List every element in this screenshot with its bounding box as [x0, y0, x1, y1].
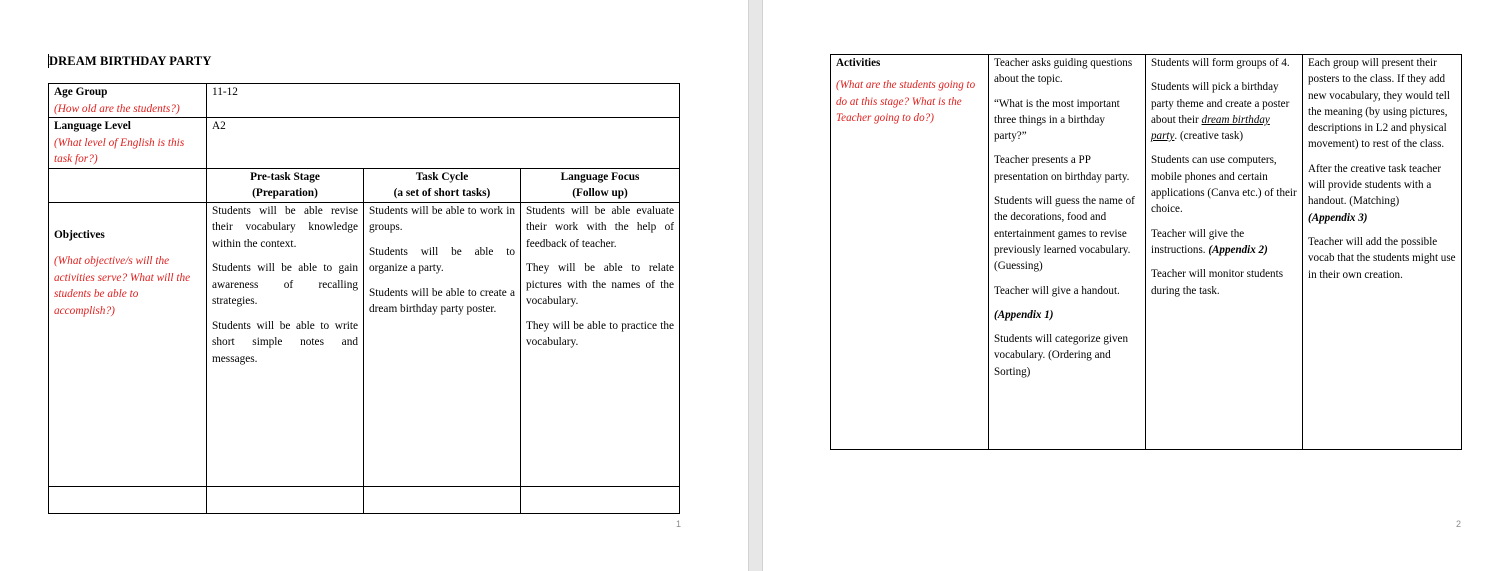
page-gap: [748, 0, 763, 571]
activities-pre-task: Teacher asks guiding questions about the topic. “What is the most important three things in a birthday party?” Teacher presents a PP presentation on birthday party. Students will guess the name of the decorations, food and entertainment games to revise previously learned vocabulary. (Guessing) Teacher will give a handout. (Appendix 1) Students will categorize given vocabulary. (Ordering and Sorting): [989, 55, 1146, 450]
age-group-label: Age Group: [54, 86, 108, 98]
document-page-1: [0, 0, 748, 571]
activities-label: Activities: [836, 57, 881, 69]
objectives-pre-task: Students will be able revise their vocabulary knowledge within the context. Students will be able to gain awareness of recalling strategies. Students will be able to write short simple notes and messages.: [207, 202, 364, 486]
age-group-hint: (How old are the students?): [54, 102, 180, 115]
lesson-plan-table-1: [48, 83, 680, 514]
stage-header-row: [49, 168, 680, 202]
stage-header-pre-task: Pre-task Stage (Preparation): [207, 168, 364, 202]
empty-row: [49, 486, 680, 513]
activities-hint: (What are the students going to do at this stage? What is the Teacher going to do?): [836, 79, 976, 124]
objectives-row: [49, 202, 680, 486]
objectives-label: Objectives: [54, 228, 105, 241]
objectives-hint: (What objective/s will the activities serve? What will the students be able to accomplish?): [54, 255, 191, 317]
language-level-label: Language Level: [54, 120, 131, 132]
page-number: 2: [1456, 519, 1462, 529]
objectives-language-focus: Students will be able evaluate their work with the help of feedback of teacher. They will be able to relate pictures with the names of the vocabulary. They will be able to practice the vocabulary.: [521, 202, 680, 486]
appendix-3-ref: (Appendix 3): [1308, 211, 1368, 224]
activities-task-cycle: Students will form groups of 4. Students will pick a birthday party theme and create a poster about their dream birthday party. (creative task) Students can use computers, mobile phones and certain applications (Canva etc.) of their choice. Teacher will give the instructions. (Appendix 2) Teacher will monitor students during the task.: [1146, 55, 1303, 450]
dream-birthday-party-emphasis: dream birthday party: [1151, 113, 1270, 143]
objectives-task-cycle: Students will be able to work in groups. Students will be able to organize a party. Students will be able to create a dream birthday party poster.: [364, 202, 521, 486]
age-group-value: 11-12: [212, 86, 238, 98]
age-group-row: [49, 84, 680, 118]
lesson-plan-table-2: [830, 54, 1462, 450]
appendix-2-ref: (Appendix 2): [1208, 243, 1268, 256]
language-level-hint: (What level of English is this task for?): [54, 136, 185, 165]
language-level-row: [49, 118, 680, 169]
activities-row: [831, 55, 1462, 450]
page-number: 1: [676, 519, 682, 529]
activities-language-focus: Each group will present their posters to the class. If they add new vocabulary, they would tell the meaning (by using pictures, descriptions in L2 and physical movement) to rest of the class. After the creative task teacher will provide students with a handout. (Matching) (Appendix 3) Teacher will add the possible vocab that the students might use in their own creation.: [1303, 55, 1462, 450]
document-page-2: [763, 0, 1512, 571]
stage-header-task-cycle: Task Cycle (a set of short tasks): [364, 168, 521, 202]
document-title: DREAM BIRTHDAY PARTY: [49, 54, 212, 68]
appendix-1-ref: (Appendix 1): [994, 308, 1054, 321]
stage-header-language-focus: Language Focus (Follow up): [521, 168, 680, 202]
language-level-value: A2: [212, 120, 226, 132]
